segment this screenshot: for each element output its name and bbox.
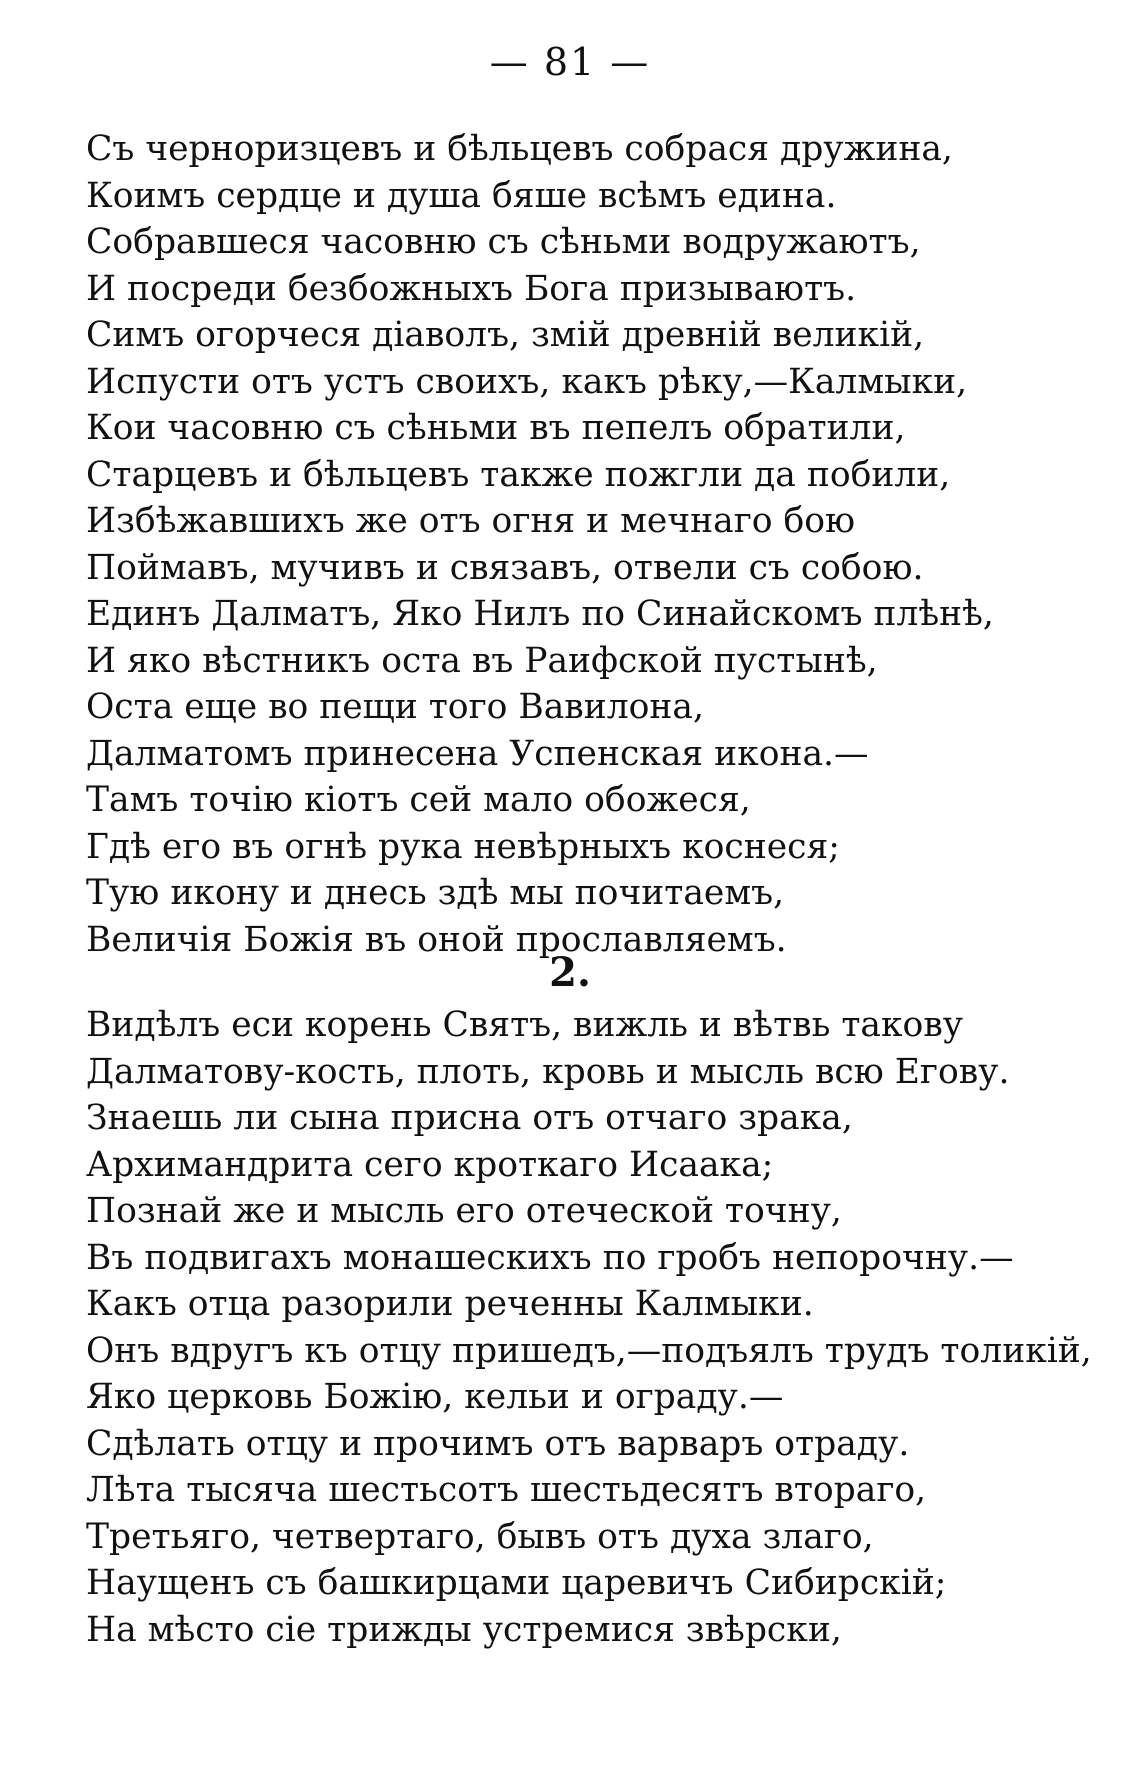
- poem-line: И посреди безбожныхъ Бога призываютъ.: [86, 268, 857, 309]
- poem-line: Архимандрита сего кроткаго Исаака;: [86, 1144, 774, 1185]
- section-number: 2.: [549, 949, 591, 996]
- poem-line: Познай же и мысль его отеческой точну,: [86, 1191, 842, 1231]
- poem-line: Онъ вдругъ къ отцу пришедъ,—подъялъ трудъ толикій,: [86, 1330, 1092, 1371]
- poem-line: Какъ отца разорили реченны Калмыки.: [86, 1284, 814, 1324]
- poem-line: Третьяго, четвертаго, бывъ отъ духа злаго,: [86, 1516, 874, 1557]
- poem-line: Съ черноризцевъ и бѣльцевъ собрася дружина,: [86, 129, 953, 169]
- poem-line: Тую икону и днесь здѣ мы почитаемъ,: [86, 873, 785, 913]
- poem-line: Кои часовню съ сѣньми въ пепелъ обратили,: [86, 408, 906, 448]
- poem-line: Гдѣ его въ огнѣ рука невѣрныхъ коснеся;: [86, 826, 840, 867]
- poem-line: Сдѣлать отцу и прочимъ отъ варваръ отраду.: [86, 1423, 910, 1464]
- poem-line: Далматомъ принесена Успенская икона.—: [86, 733, 869, 774]
- poem-line: Единъ Далматъ, Яко Нилъ по Синайскомъ плѣнѣ,: [86, 594, 994, 634]
- poem-stanza-1: [86, 126, 1086, 963]
- poem-line: Тамъ точію кіотъ сей мало обожеся,: [86, 780, 751, 820]
- poem-line: Поймавъ, мучивъ и связавъ, отвели съ собою.: [86, 547, 924, 588]
- poem-line: Избѣжавшихъ же отъ огня и мечнаго бою: [86, 501, 856, 541]
- poem-line: Наущенъ съ башкирцами царевичъ Сибирскій;: [86, 1563, 947, 1603]
- page-number: — 81 —: [489, 40, 651, 84]
- poem-line: Оста еще во пещи того Вавилона,: [86, 687, 704, 727]
- poem-line: Яко церковь Божію, кельи и ограду.—: [86, 1377, 784, 1417]
- poem-line: Въ подвигахъ монашескихъ по гробъ непорочну.—: [86, 1237, 1014, 1278]
- poem-line: Лѣта тысяча шестьсотъ шестьдесятъ втораго,: [86, 1470, 927, 1510]
- poem-line: Коимъ сердце и душа бяше всѣмъ едина.: [86, 175, 837, 216]
- poem-line: Старцевъ и бѣльцевъ также пожгли да побили,: [86, 454, 951, 495]
- poem-line: Видѣлъ еси корень Святъ, вижль и вѣтвь такову: [86, 1005, 964, 1045]
- poem-line: И яко вѣстникъ оста въ Раифской пустынѣ,: [86, 640, 878, 681]
- poem-line: Величія Божія въ оной прославляемъ.: [86, 919, 787, 960]
- poem-line: Испусти отъ устъ своихъ, какъ рѣку,—Калмыки,: [86, 361, 968, 402]
- poem-line: Знаешь ли сына присна отъ отчаго зрака,: [86, 1098, 853, 1138]
- poem-line: На мѣсто сіе трижды устремися звѣрски,: [86, 1609, 842, 1650]
- poem-line: Симъ огорчеся діаволъ, змій древній великій,: [86, 315, 925, 355]
- poem-line: Далматову-кость, плоть, кровь и мысль всю Егову.: [86, 1051, 1010, 1092]
- poem-line: Собравшеся часовню съ сѣньми водружаютъ,: [86, 222, 921, 262]
- poem-stanza-2: [86, 1002, 1092, 1653]
